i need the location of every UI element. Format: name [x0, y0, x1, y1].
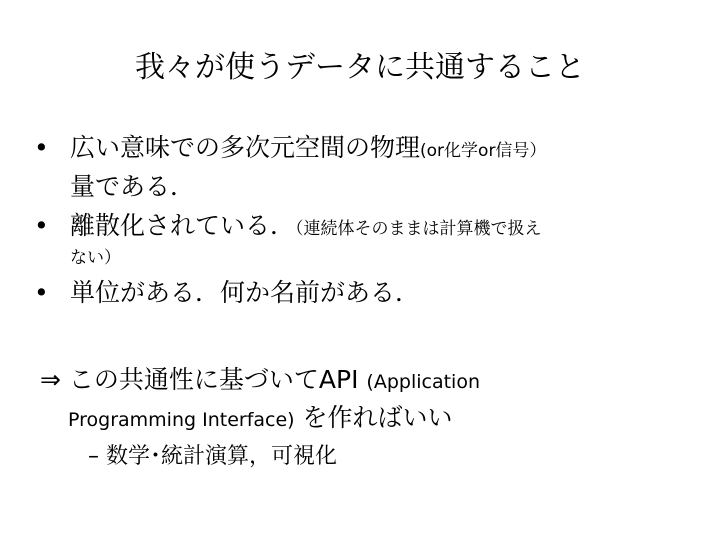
implies-arrow-icon: ⇒ [40, 365, 61, 394]
bullet-text: 単位がある．何か名前がある． [70, 278, 421, 307]
api-rest-text: を作ればいい [294, 403, 453, 432]
bullet-item [34, 130, 704, 204]
bullet-list [34, 130, 704, 310]
sub-bullet-item [40, 440, 700, 474]
bullet-continuation: ない） [70, 248, 121, 268]
bullet-note: （連続体そのままは計算機で扱え [295, 219, 542, 239]
sub-bullet-text: 数学･統計演算，可視化 [99, 444, 337, 469]
bullet-dot-icon: • [34, 211, 49, 240]
bullet-text: 広い意味での多次元空間の物理 [70, 133, 421, 162]
api-paren-text: (Application [366, 371, 480, 393]
api-section [40, 362, 700, 474]
api-line [40, 362, 700, 400]
dash-icon: – [88, 444, 99, 469]
bullet-item [34, 275, 704, 310]
bullet-text: 離散化されている． [70, 211, 296, 240]
slide-title: 我々が使うデータに共通すること [135, 50, 585, 85]
api-line [40, 400, 700, 438]
api-paren-text: Programming Interface) [68, 409, 295, 431]
bullet-note: (or化学or信号） [420, 141, 547, 161]
bullet-dot-icon: • [34, 278, 49, 307]
api-lead-text: この共通性に基づいてAPI [60, 365, 367, 394]
bullet-dot-icon: • [34, 133, 49, 162]
bullet-continuation: 量である． [70, 172, 196, 201]
bullet-item [34, 208, 704, 269]
